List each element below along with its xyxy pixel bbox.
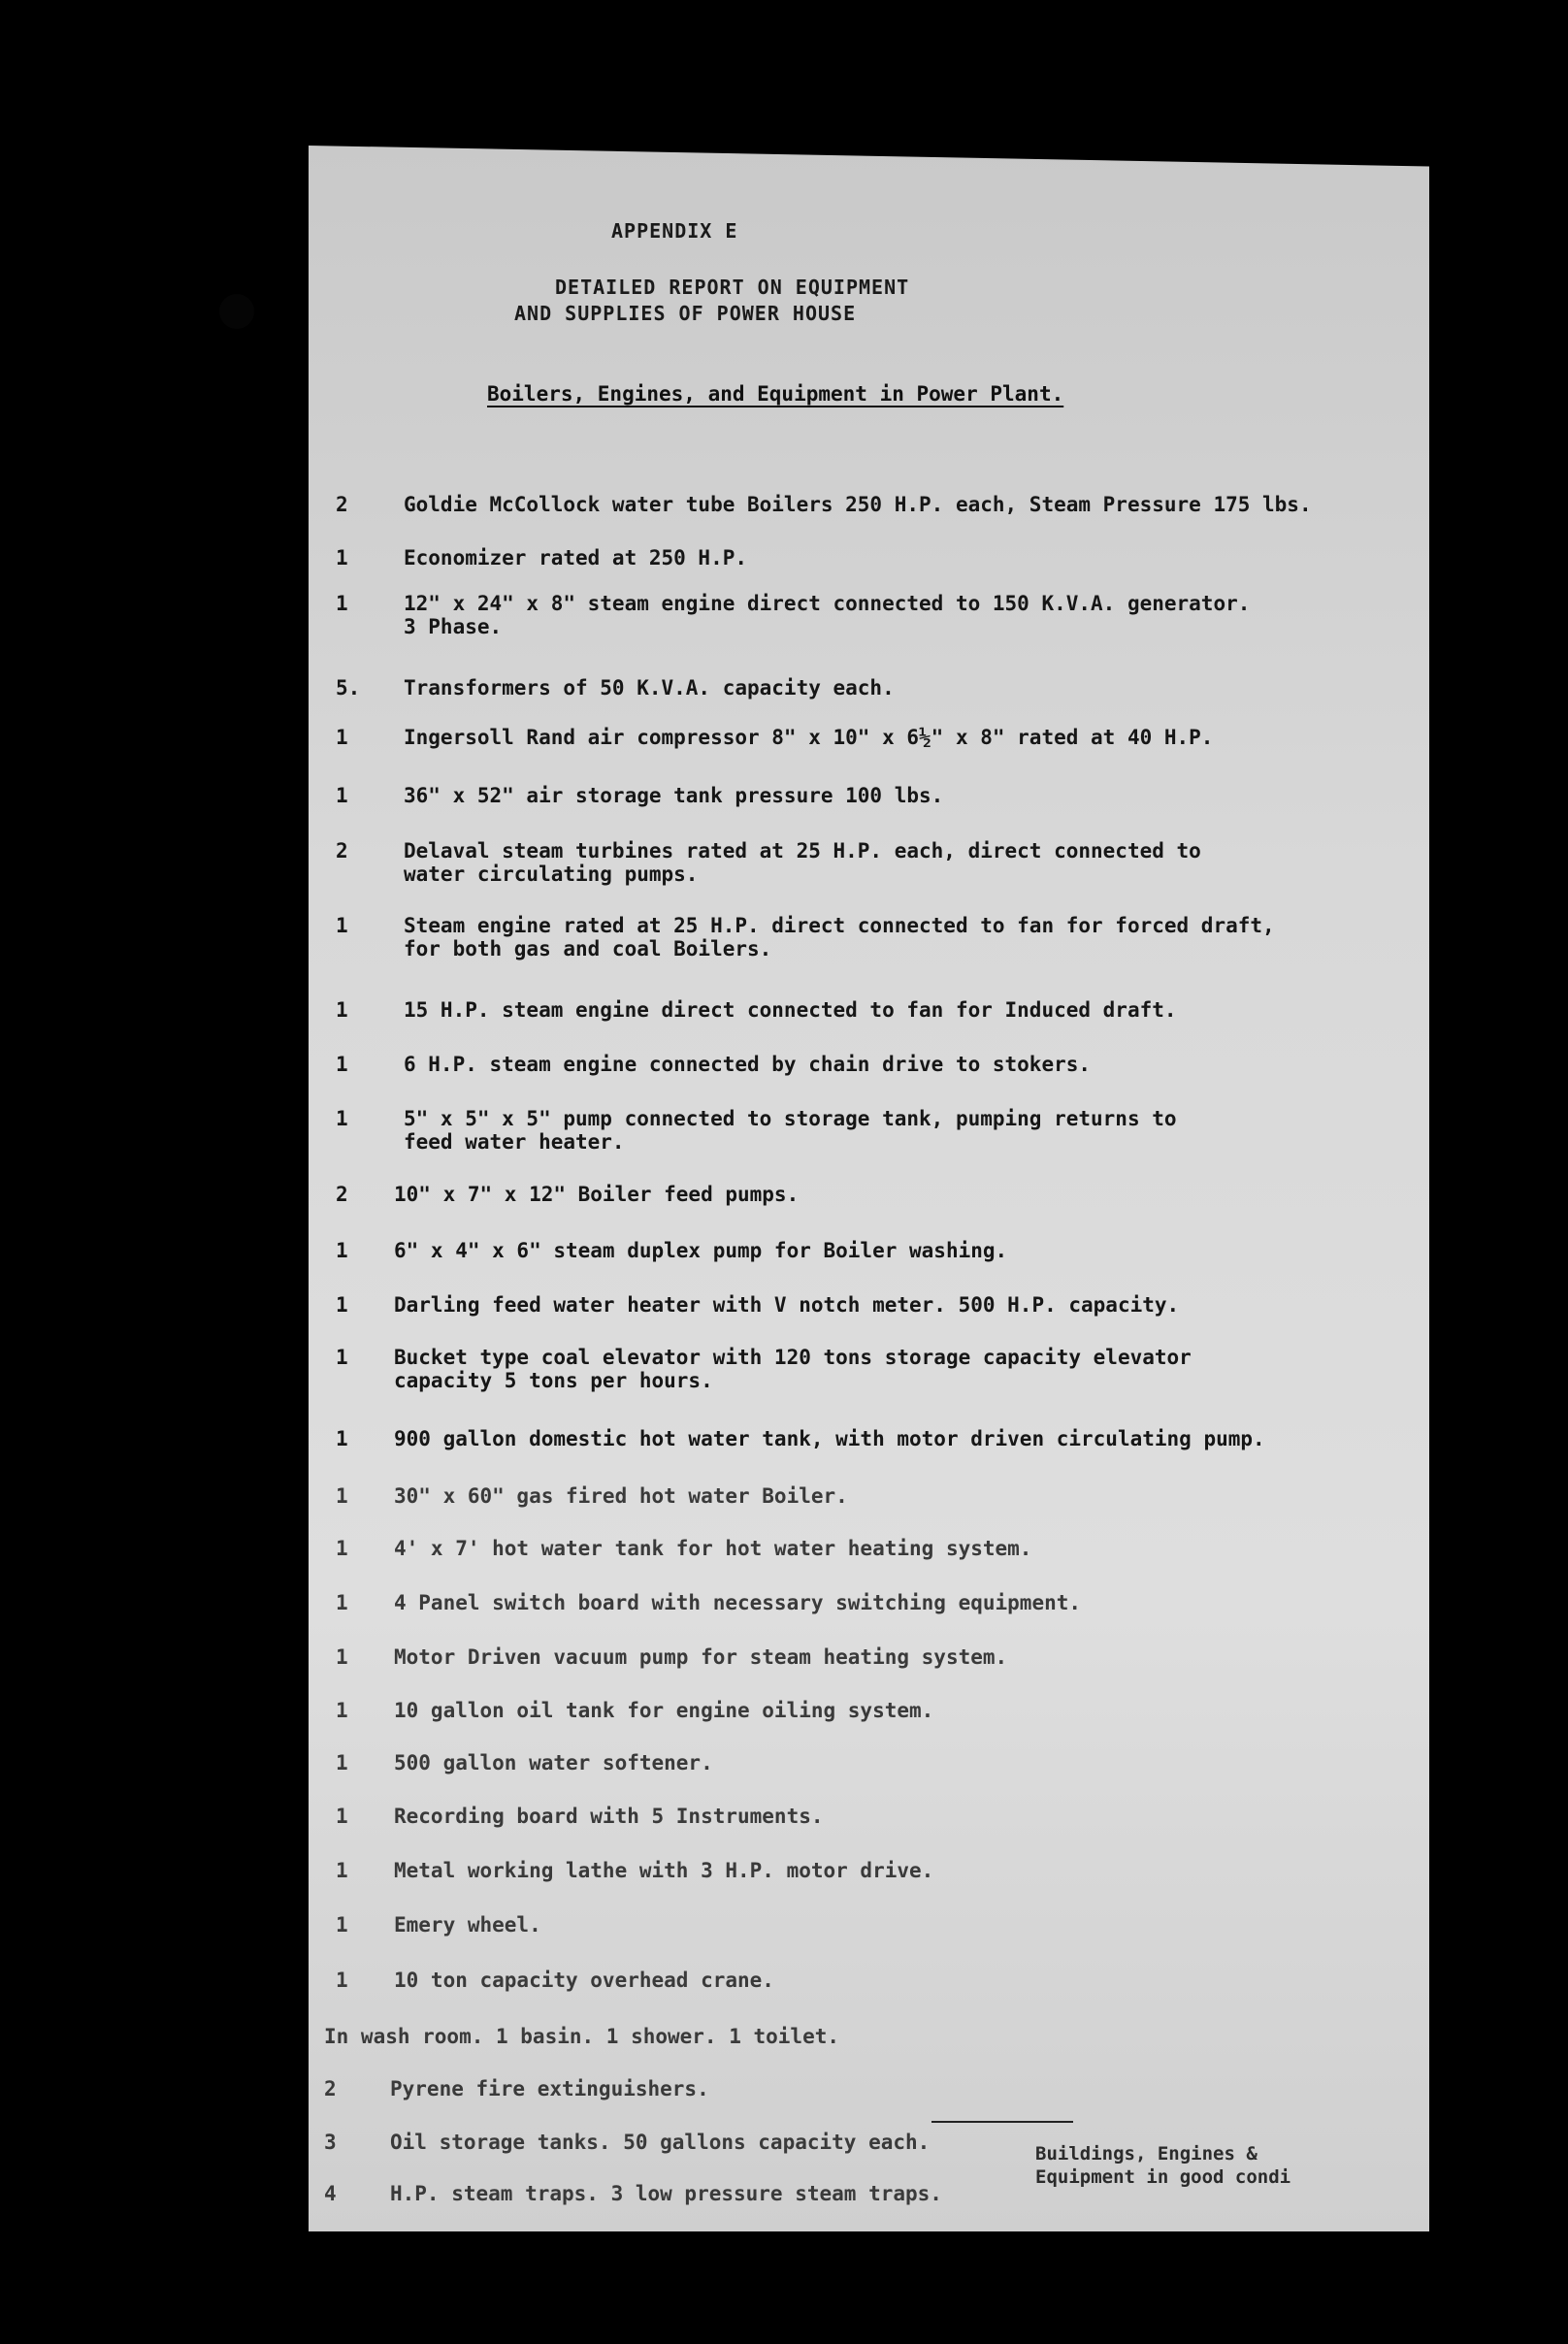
item-description <box>394 1699 933 1722</box>
item-quantity: 1 <box>336 1107 348 1130</box>
item-description-line: Transformers of 50 K.V.A. capacity each. <box>404 676 895 700</box>
item-description-line: Pyrene fire extinguishers. <box>390 2077 709 2100</box>
item-quantity: 1 <box>336 1645 348 1669</box>
item-quantity: 1 <box>336 998 348 1022</box>
item-description <box>324 2025 839 2048</box>
item-quantity: 1 <box>336 1591 348 1614</box>
item-description-line: Motor Driven vacuum pump for steam heating system. <box>394 1645 1008 1669</box>
strikethrough-mark <box>931 2121 1073 2123</box>
item-description <box>394 1645 1007 1669</box>
item-description-line: 15 H.P. steam engine direct connected to fan for Induced draft. <box>404 998 1177 1022</box>
item-quantity: 1 <box>336 1053 348 1076</box>
item-quantity: 1 <box>336 1239 348 1262</box>
item-quantity: 1 <box>336 546 348 570</box>
item-quantity: 1 <box>336 1346 348 1369</box>
item-description <box>390 2131 930 2154</box>
item-description <box>394 1913 541 1937</box>
item-description <box>394 1427 1265 1450</box>
item-description <box>404 592 1250 638</box>
item-quantity: 2 <box>336 839 348 863</box>
item-description <box>394 1484 848 1508</box>
item-quantity: 1 <box>336 1969 348 1992</box>
item-description-line: 4' x 7' hot water tank for hot water heating system. <box>394 1537 1032 1560</box>
item-description <box>390 2077 709 2100</box>
item-description-line: capacity 5 tons per hours. <box>394 1369 713 1392</box>
item-description <box>394 1751 713 1774</box>
item-description <box>390 2182 942 2205</box>
item-description <box>394 1859 933 1882</box>
item-quantity: 1 <box>336 1805 348 1828</box>
item-description-line: feed water heater. <box>404 1130 625 1154</box>
item-description-line: Ingersoll Rand air compressor 8" x 10" x 6½" x 8" rated at 40 H.P. <box>404 726 1214 749</box>
item-description-line: Metal working lathe with 3 H.P. motor drive. <box>394 1859 934 1882</box>
item-quantity: 1 <box>336 914 348 937</box>
item-description-line: 3 Phase. <box>404 615 503 638</box>
item-description-line: 900 gallon domestic hot water tank, with motor driven circulating pump. <box>394 1427 1265 1450</box>
item-description <box>394 1346 1192 1392</box>
item-description <box>404 726 1213 749</box>
margin-note <box>1035 2142 1290 2189</box>
item-quantity: 3 <box>324 2131 337 2154</box>
item-quantity: 1 <box>336 1913 348 1937</box>
item-description <box>404 1107 1177 1154</box>
item-description <box>404 839 1201 886</box>
item-quantity: 1 <box>336 1484 348 1508</box>
item-description <box>404 493 1312 516</box>
item-description-line: Steam engine rated at 25 H.P. direct connected to fan for forced draft, <box>404 914 1275 937</box>
item-description <box>394 1183 799 1206</box>
item-description-line: Goldie McCollock water tube Boilers 250 H.P. each, Steam Pressure 175 lbs. <box>404 493 1312 516</box>
item-description-line: Emery wheel. <box>394 1913 541 1937</box>
item-description-line: 30" x 60" gas fired hot water Boiler. <box>394 1484 848 1508</box>
margin-note-line-2: Equipment in good condi <box>1035 2166 1291 2188</box>
item-description <box>394 1537 1031 1560</box>
item-quantity: 4 <box>324 2182 337 2205</box>
appendix-label: APPENDIX E <box>611 219 738 243</box>
item-quantity: 1 <box>336 1537 348 1560</box>
item-description <box>404 784 943 807</box>
item-description-line: H.P. steam traps. 3 low pressure steam traps. <box>390 2182 942 2205</box>
item-description <box>394 1239 1007 1262</box>
item-description <box>404 998 1177 1022</box>
margin-note-line-1: Buildings, Engines & <box>1035 2143 1258 2165</box>
item-description-line: 36" x 52" air storage tank pressure 100 lbs. <box>404 784 944 807</box>
item-description-line: 12" x 24" x 8" steam engine direct connected to 150 K.V.A. generator. <box>404 592 1251 615</box>
item-description-line: In wash room. 1 basin. 1 shower. 1 toilet. <box>324 2025 840 2048</box>
item-quantity: 1 <box>336 1699 348 1722</box>
report-title-line-1: DETAILED REPORT ON EQUIPMENT <box>555 276 910 299</box>
item-description-line: Darling feed water heater with V notch meter. 500 H.P. capacity. <box>394 1293 1180 1317</box>
item-quantity: 2 <box>324 2077 337 2100</box>
item-description-line: Recording board with 5 Instruments. <box>394 1805 824 1828</box>
item-description-line: 500 gallon water softener. <box>394 1751 713 1774</box>
item-quantity: 1 <box>336 592 348 615</box>
report-title-line-2: AND SUPPLIES OF POWER HOUSE <box>514 302 857 325</box>
item-quantity: 2 <box>336 493 348 516</box>
item-description-line: Delaval steam turbines rated at 25 H.P. each, direct connected to <box>404 839 1201 863</box>
item-quantity: 1 <box>336 1859 348 1882</box>
item-description-line: Economizer rated at 250 H.P. <box>404 546 748 570</box>
item-description-line: Bucket type coal elevator with 120 tons storage capacity elevator <box>394 1346 1192 1369</box>
item-quantity: 1 <box>336 784 348 807</box>
item-quantity: 1 <box>336 1293 348 1317</box>
item-description <box>404 546 747 570</box>
item-description-line: 5" x 5" x 5" pump connected to storage tank, pumping returns to <box>404 1107 1177 1130</box>
item-description <box>394 1293 1179 1317</box>
item-quantity: 1 <box>336 1751 348 1774</box>
item-description-line: 10 gallon oil tank for engine oiling system. <box>394 1699 934 1722</box>
item-description <box>394 1591 1081 1614</box>
item-quantity: 5. <box>336 676 361 700</box>
item-description-line: 4 Panel switch board with necessary switching equipment. <box>394 1591 1082 1614</box>
item-description <box>404 676 895 700</box>
item-description-line: 10 ton capacity overhead crane. <box>394 1969 774 1992</box>
item-description-line: 6" x 4" x 6" steam duplex pump for Boiler washing. <box>394 1239 1008 1262</box>
item-quantity: 1 <box>336 726 348 749</box>
item-quantity: 1 <box>336 1427 348 1450</box>
item-description <box>404 914 1275 960</box>
section-title: Boilers, Engines, and Equipment in Power Plant. <box>487 382 1064 406</box>
punch-hole <box>219 294 254 329</box>
item-description-line: for both gas and coal Boilers. <box>404 937 772 960</box>
item-description <box>404 1053 1091 1076</box>
item-quantity: 2 <box>336 1183 348 1206</box>
item-description-line: water circulating pumps. <box>404 863 699 886</box>
item-description <box>394 1969 774 1992</box>
item-description-line: 6 H.P. steam engine connected by chain drive to stokers. <box>404 1053 1092 1076</box>
item-description-line: 10" x 7" x 12" Boiler feed pumps. <box>394 1183 800 1206</box>
item-description-line: Oil storage tanks. 50 gallons capacity each. <box>390 2131 931 2154</box>
item-description <box>394 1805 824 1828</box>
